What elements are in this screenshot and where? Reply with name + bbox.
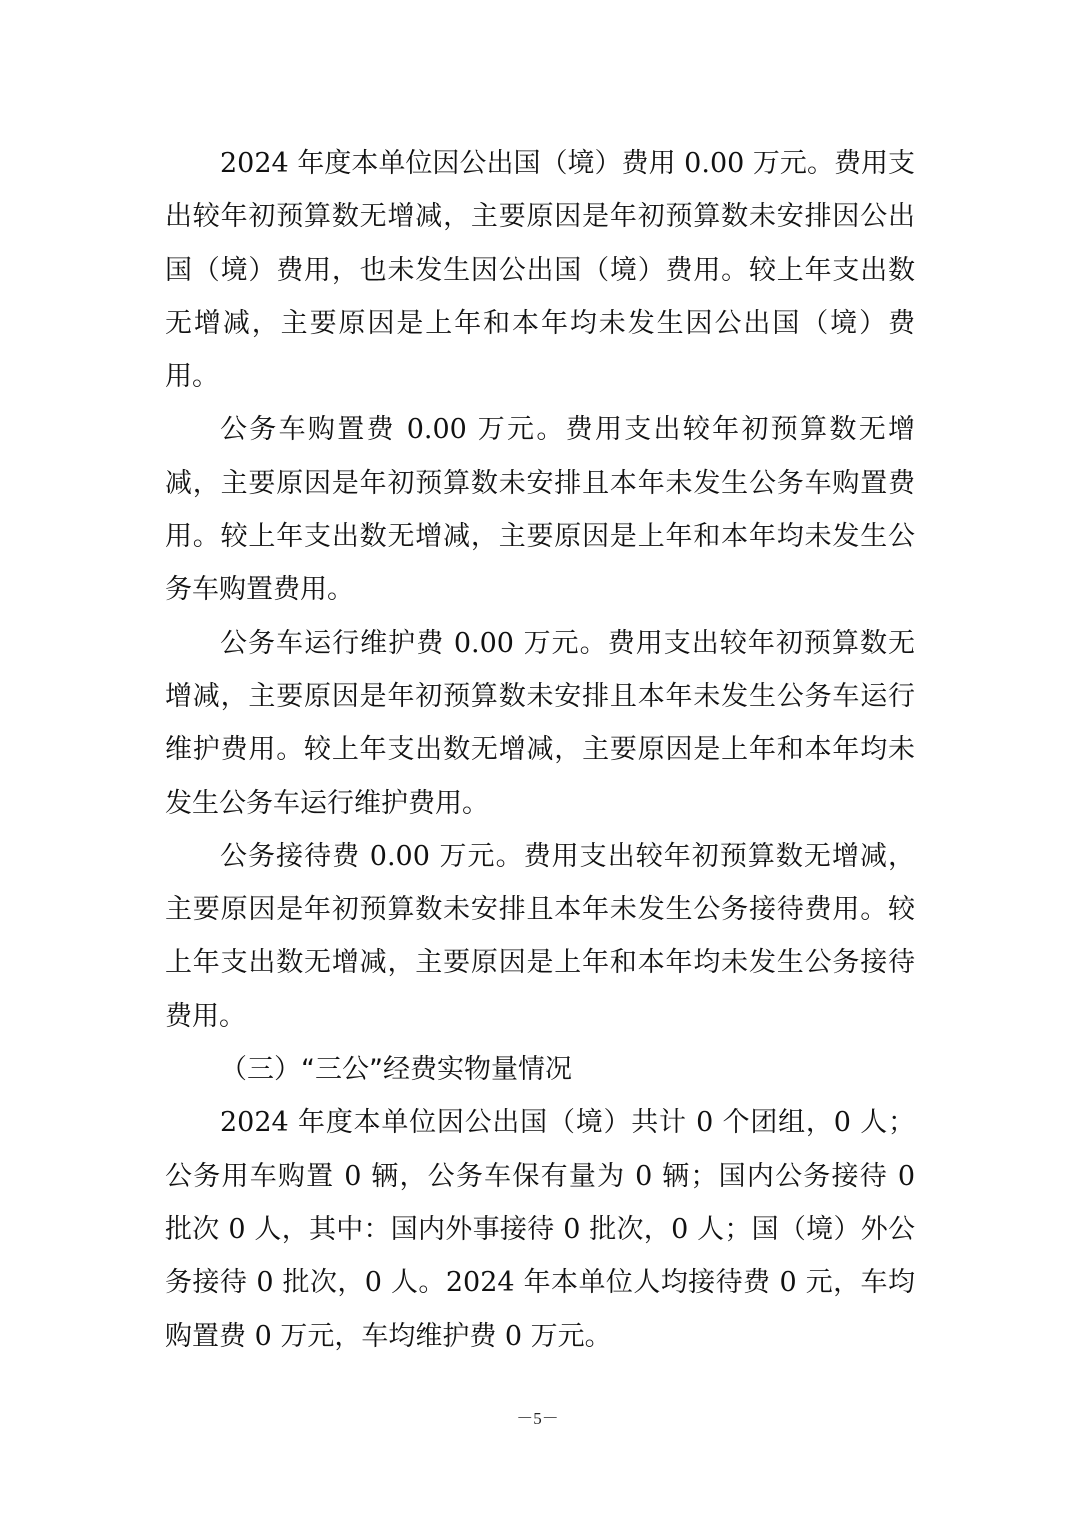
section-heading: （三）“三公”经费实物量情况 [220,1054,572,1086]
paragraph-vehicle-maintenance-expense: 公务车运行维护费 0.00 万元。费用支出较年初预算数无增减，主要原因是年初预算数未安排且本年未发生公务车运行维护费用。较上年支出数无增减，主要原因是上年和本年均未发生公务车运行维护费用。 [165,627,915,819]
paragraph-physical-quantity: 2024 年度本单位因公出国（境）共计 0 个团组，0 人；公务用车购置 0 辆，公务车保有量为 0 辆；国内公务接待 0 批次 0 人，其中：国内外事接待 0 批次，0 人；国（境）外公务接待 0 批次，0 人。2024 年本单位人均接待费 0 元，车均购置费 0 万元，车均维护费 0 万元。 [165,1107,915,1352]
paragraph-vehicle-purchase-expense: 公务车购置费 0.00 万元。费用支出较年初预算数无增减，主要原因是年初预算数未安排且本年未发生公务车购置费用。较上年支出数无增减，主要原因是上年和本年均未发生公务车购置费用。 [165,414,915,606]
page-number: －5－ [516,1409,559,1428]
document-body [165,137,915,1363]
paragraph-reception-expense: 公务接待费 0.00 万元。费用支出较年初预算数无增减，主要原因是年初预算数未安排且本年未发生公务接待费用。较上年支出数无增减，主要原因是上年和本年均未发生公务接待费用。 [165,840,915,1032]
paragraph-overseas-travel-expense: 2024 年度本单位因公出国（境）费用 0.00 万元。费用支出较年初预算数无增减，主要原因是年初预算数未安排因公出国（境）费用，也未发生因公出国（境）费用。较上年支出数无增减，主要原因是上年和本年均未发生因公出国（境）费用。 [165,148,915,393]
